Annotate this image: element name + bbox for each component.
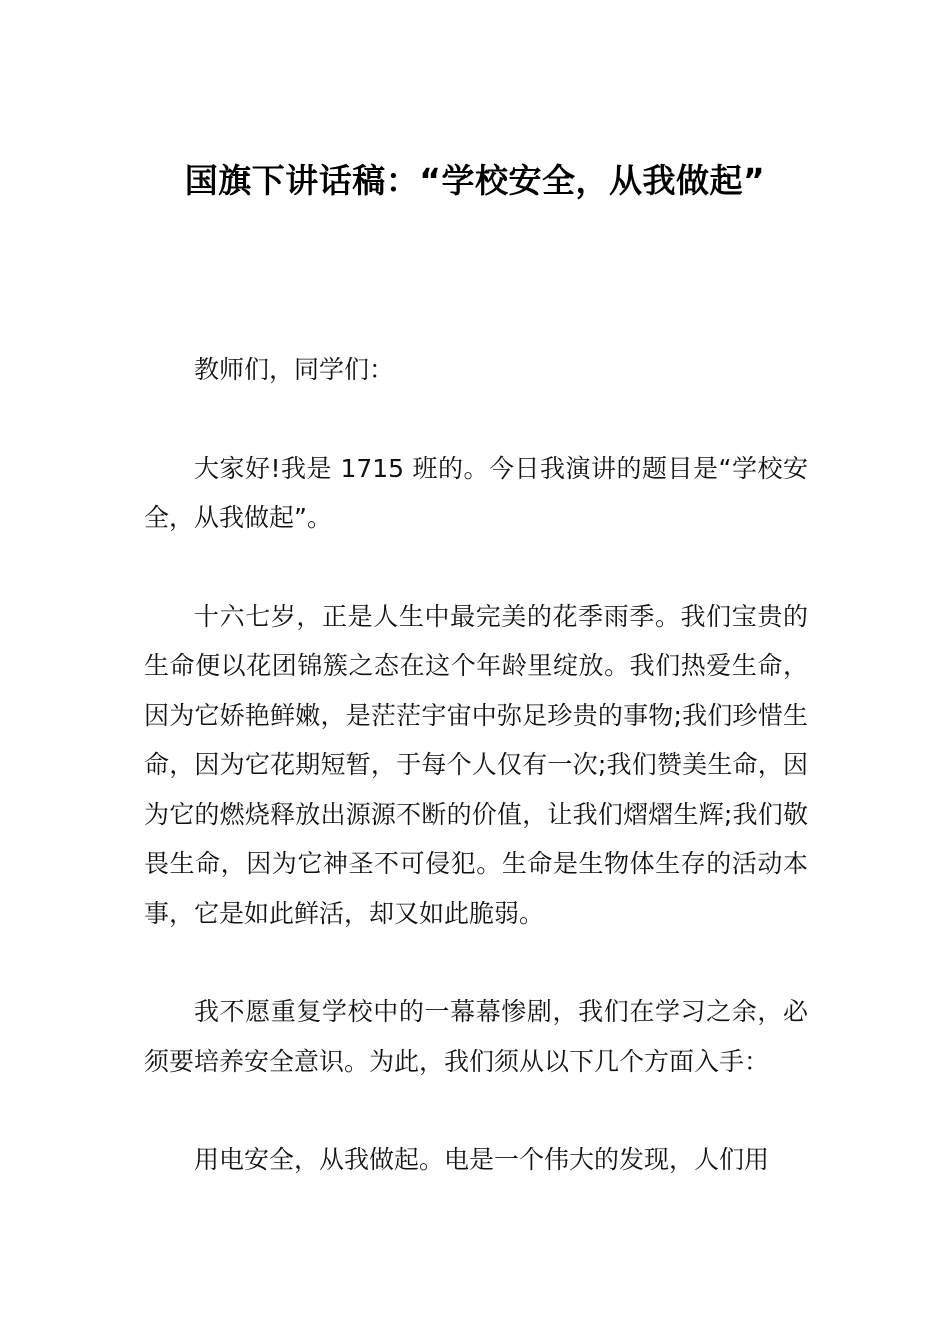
document-body bbox=[144, 345, 808, 1185]
paragraph-life: 十六七岁，正是人生中最完美的花季雨季。我们宝贵的生命便以花团锦簇之态在这个年龄里绽放。我们热爱生命，因为它娇艳鲜嫩，是茫茫宇宙中弥足珍贵的事物;我们珍惜生命，因为它花期短暂，于每个人仅有一次;我们赞美生命，因为它的燃烧释放出源源不断的价值，让我们熠熠生辉;我们敬畏生命，因为它神圣不可侵犯。生命是生物体生存的活动本事，它是如此鲜活，却又如此脆弱。 bbox=[144, 601, 808, 928]
paragraph-electric-safety: 用电安全，从我做起。电是一个伟大的发现，人们用 bbox=[194, 1145, 770, 1174]
document-title: 国旗下讲话稿：“学校安全，从我做起” bbox=[184, 161, 766, 200]
paragraph-safety-awareness: 我不愿重复学校中的一幕幕惨剧，我们在学习之余，必须要培养安全意识。为此，我们须从以下几个方面入手： bbox=[144, 997, 808, 1076]
paragraph-introduction: 大家好!我是 1715 班的。今日我演讲的题目是“学校安全，从我做起”。 bbox=[144, 453, 808, 532]
paragraph-greeting: 教师们，同学们： bbox=[194, 355, 395, 384]
